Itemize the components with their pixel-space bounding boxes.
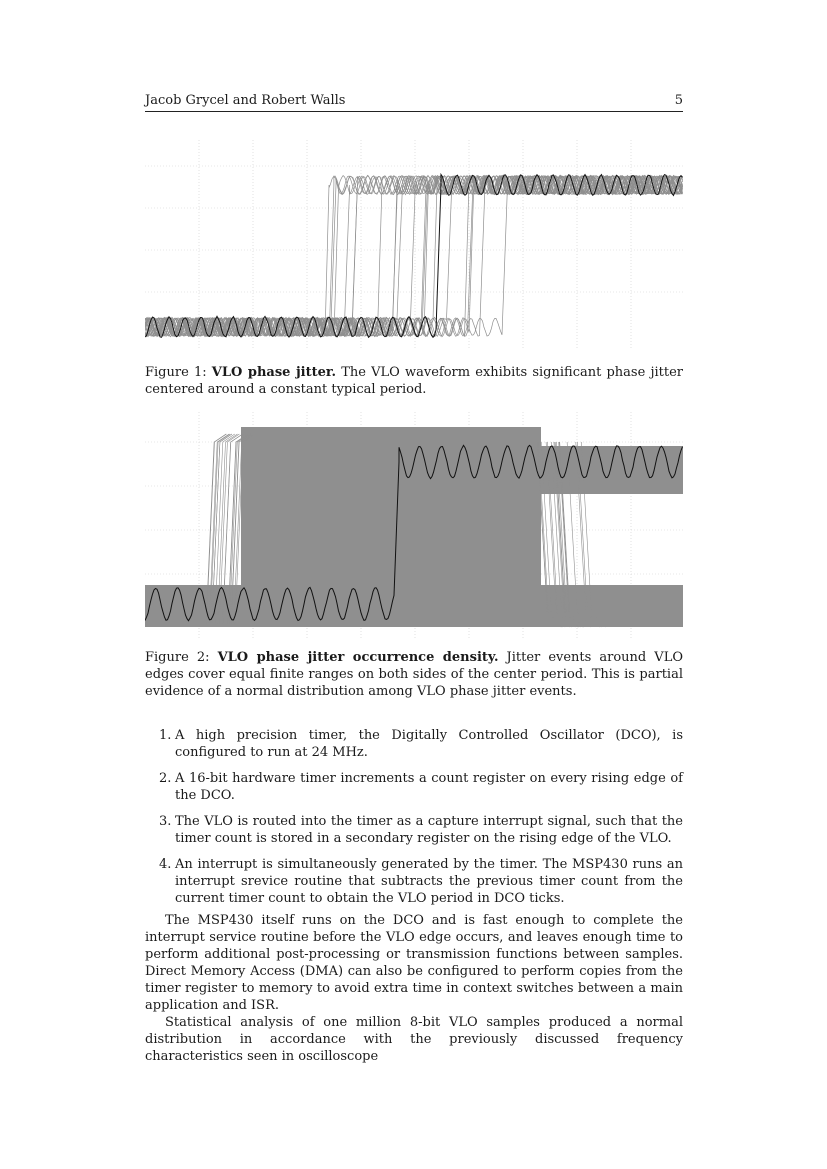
paragraph: Statistical analysis of one million 8-bit VLO samples produced a normal distribution in accordance with the previously discussed frequency characteristics seen in oscilloscope — [145, 1015, 683, 1064]
figure-1-vlo-phase-jitter — [145, 140, 683, 350]
procedure-list — [145, 727, 683, 916]
dark-trace — [145, 175, 683, 338]
figure-1-title: VLO phase jitter. — [211, 365, 337, 380]
figure-1-caption — [145, 364, 683, 398]
figure-1-highlight-trace — [145, 175, 683, 338]
list-item: 2. A 16-bit hardware timer increments a count register on every rising edge of the DCO. — [159, 771, 683, 803]
gray-trace — [145, 175, 683, 336]
figure-1-caption-text: The VLO waveform exhibits significant phase jitter centered around a constant typical period. — [145, 365, 683, 397]
figure-2-oscilloscope-plot — [145, 412, 683, 638]
list-item: 3. The VLO is routed into the timer as a capture interrupt signal, such that the timer count is stored in a secondary register on the rising edge of the VLO. — [159, 814, 683, 846]
figure-2-caption-text: Jitter events around VLO edges cover equal finite ranges on both sides of the center period. This is partial evidence of a normal distribution among VLO phase jitter events. — [145, 650, 683, 699]
figure-1-oscilloscope-plot — [145, 140, 683, 350]
gray-trace — [145, 176, 683, 337]
gray-trace — [145, 175, 683, 336]
gray-trace — [145, 175, 683, 336]
gray-trace — [145, 175, 683, 336]
figure-2-caption — [145, 649, 683, 700]
gray-trace — [145, 175, 682, 336]
gray-trace — [145, 175, 682, 336]
gray-trace — [145, 175, 683, 336]
running-header — [145, 93, 683, 112]
gray-trace — [145, 175, 682, 336]
page-number: 5 — [674, 93, 683, 108]
figure-2-label: Figure 2: — [145, 650, 210, 665]
gray-trace — [145, 175, 682, 336]
figure-2-title: VLO phase jitter occurrence density. — [217, 650, 499, 665]
gray-trace — [145, 176, 683, 337]
list-item: 4. An interrupt is simultaneously generated by the timer. The MSP430 runs an interrupt srevice routine that subtracts the previous timer count from the current timer count to obtain the VLO period in DCO ticks. — [159, 857, 683, 906]
gray-trace — [145, 176, 682, 337]
gray-trace — [145, 176, 682, 337]
figure-1-label: Figure 1: — [145, 365, 207, 380]
header-authors: Jacob Grycel and Robert Walls — [145, 93, 346, 108]
figure-1-gray-traces — [145, 175, 683, 336]
gray-trace — [145, 176, 683, 337]
gray-trace — [145, 175, 683, 336]
body-text — [145, 912, 683, 1065]
paragraph: The MSP430 itself runs on the DCO and is fast enough to complete the interrupt service routine before the VLO edge occurs, and leaves enough time to perform additional post-processing or transmission functions between samples. Direct Memory Access (DMA) can also be configured to perform copies from the timer register to memory to avoid extra time in context switches between a main application and ISR. — [145, 913, 683, 1013]
gray-trace — [145, 175, 682, 336]
gray-trace — [145, 175, 682, 336]
list-item: 1. A high precision timer, the Digitally Controlled Oscillator (DCO), is configured to run at 24 MHz. — [159, 728, 683, 760]
gray-trace — [145, 175, 683, 336]
gray-trace — [145, 175, 683, 336]
gray-trace — [145, 176, 682, 337]
gray-trace — [145, 175, 682, 336]
figure-2-jitter-density — [145, 412, 683, 638]
gray-trace — [145, 175, 682, 336]
